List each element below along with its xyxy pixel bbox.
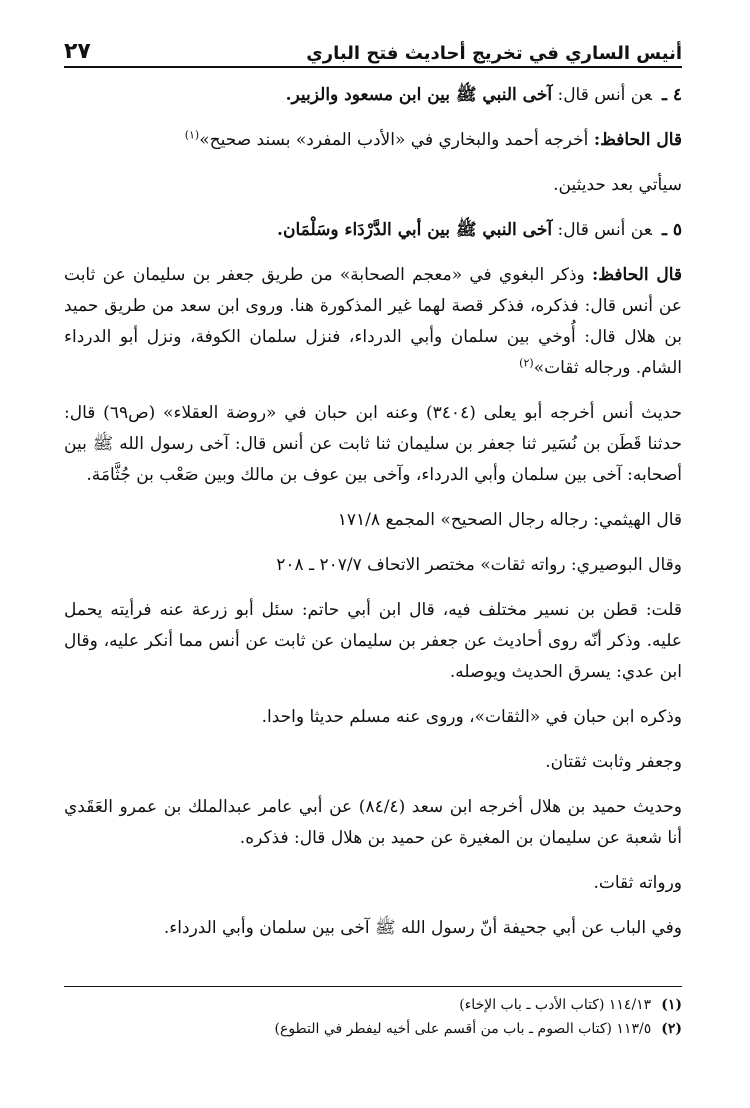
paragraph: وفي الباب عن أبي جحيفة أنّ رسول الله ﷺ آخى بين سلمان وأبي الدرداء.: [163, 918, 682, 938]
comment-label: قال الحافظ:: [591, 265, 682, 285]
footnotes: [64, 986, 682, 1041]
paragraph: وجعفر وثابت ثقتان.: [545, 752, 682, 772]
hadith-number: ٤ ـ: [661, 85, 682, 105]
footnote-text: ١١٤/١٣ (كتاب الأدب ـ باب الإخاء): [459, 997, 652, 1013]
hadith-text: آخى النبي ﷺ بين ابن مسعود والزبير.: [285, 85, 553, 105]
paragraph: قال الهيثمي: رجاله رجال الصحيح» المجمع ١٧١/٨: [337, 510, 682, 530]
paragraph: ورواته ثقات.: [593, 873, 682, 893]
hafiz-comment: [64, 125, 682, 156]
footnote-number: (٢): [661, 1021, 682, 1037]
book-title: أنيس الساري في تخريج أحاديث فتح الباري: [306, 43, 682, 64]
hadith-number: ٥ ـ: [661, 220, 682, 240]
paragraph: سيأتي بعد حديثين.: [553, 175, 682, 195]
hadith-intro: عن أنس قال:: [552, 220, 652, 240]
main-text: [64, 80, 682, 958]
paragraph: وقال البوصيري: رواته ثقات» مختصر الاتحاف ٢٠٧/٧ ـ ٢٠٨: [276, 555, 682, 575]
footnote-ref: (١): [184, 128, 200, 142]
paragraph: حديث أنس أخرجه أبو يعلى (٣٤٠٤) وعنه ابن حبان في «روضة العقلاء» (ص٦٩) قال: حدثنا قَطَن بن نُسَير ثنا جعفر بن سليمان ثنا ثابت عن أنس قال: آخى رسول الله ﷺ بين أصحابه: آخى بين سلمان وأبي الدرداء، وآخى بين عوف بن مالك وبين صَعْب بن جُثَّامَة.: [64, 403, 682, 485]
comment-text: وذكر البغوي في «معجم الصحابة» من طريق جعفر بن سليمان عن ثابت عن أنس قال: فذكره، فذكر قصة لهما غير المذكورة هنا. وروى ابن سعد من طريق حميد بن هلال قال: أُوخي بين سلمان وأبي الدرداء، فنزل سلمان الكوفة، ونزل أبو الدرداء الشام. ورجاله ثقات»: [64, 265, 682, 378]
hafiz-comment: [64, 260, 682, 384]
hadith-text: آخى النبي ﷺ بين أبي الدَّرْدَاء وسَلْمَان.: [277, 220, 553, 240]
paragraph: قلت: قطن بن نسير مختلف فيه، قال ابن أبي حاتم: سئل أبو زرعة عنه فرأيته يحمل عليه. وذكر أنّه روى أحاديث عن جعفر بن سليمان عن ثابت عن أنس مما أنكر عليه، وقال ابن عدي: يسرق الحديث ويوصله.: [64, 600, 682, 682]
hadith-4: [64, 80, 682, 111]
hadith-intro: عن أنس قال:: [552, 85, 652, 105]
footnote-ref: (٢): [519, 356, 534, 370]
comment-text: أخرجه أحمد والبخاري في «الأدب المفرد» بسند صحيح»: [199, 130, 594, 150]
footnote: [64, 993, 682, 1017]
footnote-text: ١١٣/٥ (كتاب الصوم ـ باب من أقسم على أخيه ليفطر في التطوع): [274, 1021, 652, 1037]
paragraph: وذكره ابن حبان في «الثقات»، وروى عنه مسلم حديثا واحدا.: [261, 707, 682, 727]
footnote-number: (١): [661, 997, 682, 1013]
running-header: [64, 28, 682, 68]
footnote: [64, 1017, 682, 1041]
page-number: ٢٧: [64, 39, 91, 64]
comment-label: قال الحافظ:: [593, 130, 682, 150]
hadith-5: [64, 215, 682, 246]
paragraph: وحديث حميد بن هلال أخرجه ابن سعد (٨٤/٤) عن أبي عامر عبدالملك بن عمرو العَقَدي أنا شعبة عن سليمان بن المغيرة عن حميد بن هلال قال: فذكره.: [64, 797, 683, 848]
